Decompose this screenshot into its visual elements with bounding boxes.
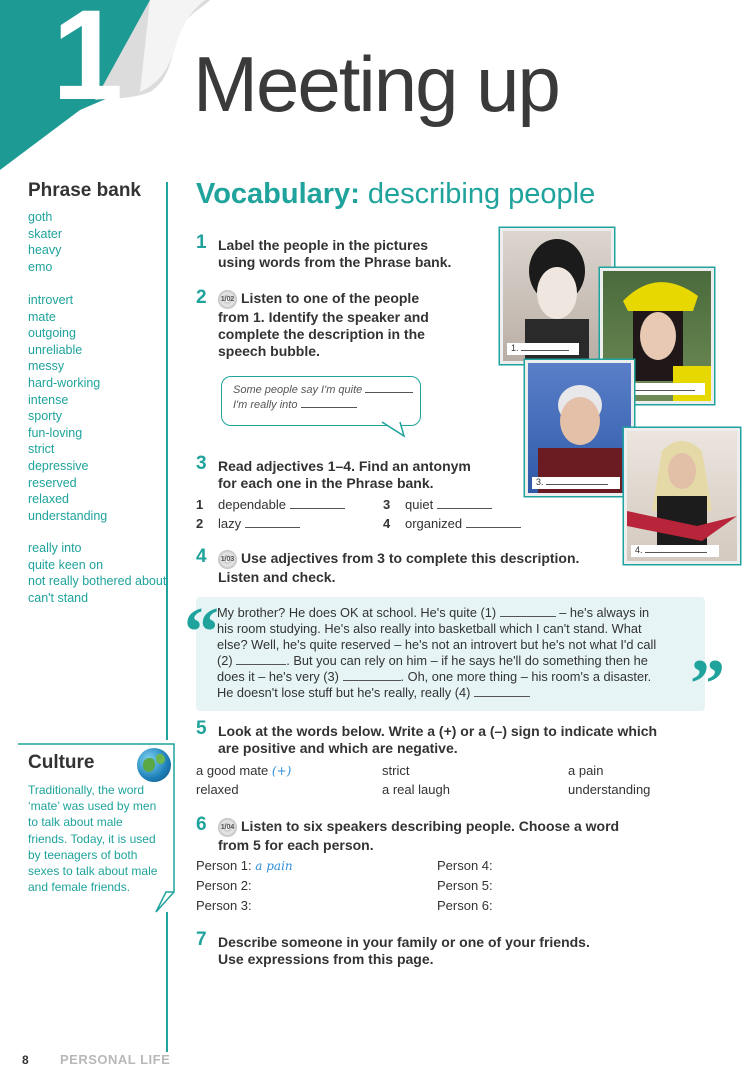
answer-blank[interactable] [500, 616, 556, 617]
exercise-1-instructions: Label the people in the pictures using words from the Phrase bank. [218, 237, 452, 270]
phrase-bank-item: understanding [28, 508, 108, 523]
section-heading: Vocabulary: describing people [196, 178, 596, 210]
page-title: Meeting up [193, 40, 559, 128]
page-number: 8 [22, 1053, 29, 1067]
exercise-number: 2 [196, 287, 207, 308]
person-item: Person 5: [437, 878, 493, 893]
photo-emo [624, 428, 740, 564]
answer-blank[interactable] [236, 664, 286, 665]
speech-bubble-tail [380, 420, 410, 440]
word-item: a pain [568, 763, 604, 778]
adjective-item: 3 quiet [383, 497, 492, 512]
phrase-bank-item: hard-working [28, 375, 101, 390]
phrase-bank-item: strict [28, 442, 55, 457]
audio-cd-icon[interactable]: 1/02 [218, 290, 237, 309]
phrase-bank-item: emo [28, 259, 53, 274]
photo-heavy [525, 360, 634, 496]
person-item: Person 1: a pain [196, 858, 293, 873]
audio-cd-icon[interactable]: 1/03 [218, 550, 237, 569]
answer-blank[interactable] [290, 508, 345, 509]
culture-title: Culture [28, 752, 95, 773]
close-quote-mark: ” [690, 646, 725, 723]
exercise-number: 5 [196, 718, 207, 739]
phrase-bank-item: sporty [28, 409, 63, 424]
phrase-bank-item: reserved [28, 475, 77, 490]
audio-cd-icon[interactable]: 1/04 [218, 818, 237, 837]
exercise-5-instructions: Look at the words below. Write a (+) or a (–) sign to indicate which are positive and which are negative. [218, 723, 658, 756]
word-item: relaxed [196, 782, 239, 797]
phrase-bank-item: intense [28, 392, 69, 407]
answer-blank[interactable] [343, 680, 401, 681]
exercise-2-instructions: 1/02 Listen to one of the people from 1. Identify the speaker and complete the description in the speech bubble. [218, 290, 429, 359]
phrase-bank-item: skater [28, 226, 63, 241]
phrase-bank-item: outgoing [28, 326, 76, 341]
exercise-number: 1 [196, 232, 207, 253]
exercise-6-instructions: 1/04 Listen to six speakers describing people. Choose a word from 5 for each person. [218, 818, 620, 853]
adjective-item: 4 organized [383, 516, 521, 531]
exercise-4-instructions: 1/03 Use adjectives from 3 to complete this description. Listen and check. [218, 550, 580, 585]
adjective-item: 2 lazy [196, 516, 300, 531]
answer-blank[interactable] [437, 508, 492, 509]
exercise-number: 6 [196, 814, 207, 835]
phrase-bank-title: Phrase bank [28, 180, 141, 201]
photo-label: 3. [532, 477, 620, 489]
exercise-3-instructions: Read adjectives 1–4. Find an antonym for each one in the Phrase bank. [218, 458, 471, 491]
phrase-bank-item: fun-loving [28, 425, 83, 440]
phrase-bank-item: can't stand [28, 590, 89, 605]
exercise-number: 4 [196, 546, 207, 567]
exercise-number: 7 [196, 929, 207, 950]
exercise-7-instructions: Describe someone in your family or one of your friends. Use expressions from this page. [218, 934, 590, 967]
phrase-bank-group [28, 209, 62, 275]
phrase-bank-item: relaxed [28, 492, 69, 507]
handwritten-answer: a pain [255, 859, 293, 873]
photo-goth [500, 228, 614, 364]
unit-number: 1 [52, 0, 124, 127]
phrase-bank-group [28, 540, 166, 606]
phrase-bank-item: really into [28, 541, 82, 555]
phrase-bank-item: quite keen on [28, 557, 104, 572]
phrase-bank-item: not really bothered about [28, 574, 167, 589]
answer-blank[interactable] [365, 392, 413, 393]
answer-blank[interactable] [474, 696, 530, 697]
phrase-bank-item: depressive [28, 458, 89, 473]
globe-icon [137, 748, 171, 782]
open-quote-mark: “ [184, 594, 219, 671]
answer-blank[interactable] [301, 407, 357, 408]
word-item: a good mate (+) [196, 763, 292, 778]
photo-label: 1. [507, 343, 579, 355]
speech-bubble-text: Some people say I'm quite I'm really into [233, 383, 413, 413]
phrase-bank-item: goth [28, 210, 53, 224]
person-item: Person 4: [437, 858, 493, 873]
person-item: Person 6: [437, 898, 493, 913]
word-item: a real laugh [382, 782, 450, 797]
word-item: strict [382, 763, 410, 778]
description-text: My brother? He does OK at school. He's quite (1) – he's always in his room studying. He's also really into basketball which I can't stand. What else? Well, he's quite reserved – he's not an introvert but he's not what I'd call (2) . But you can rely on him – if he says he'll do something then he does it – he's very (3) . Oh, one more thing – his room's a disaster. He doesn't lose stuff but he's really, really (4) [217, 605, 657, 700]
answer-blank[interactable] [466, 527, 521, 528]
adjective-item: 1 dependable [196, 497, 345, 512]
photo-label: 4. [631, 545, 719, 557]
phrase-bank-item: messy [28, 359, 65, 374]
culture-text: Traditionally, the word ‘mate’ was used by men to talk about male friends. Today, it is used by teenagers of both sexes to talk about male and female friends. [28, 783, 158, 895]
answer-blank[interactable] [245, 527, 300, 528]
phrase-bank-group [28, 292, 107, 524]
phrase-bank-item: heavy [28, 243, 62, 258]
phrase-bank-item: unreliable [28, 342, 83, 357]
phrase-bank-item: mate [28, 309, 56, 324]
section-name: PERSONAL LIFE [60, 1052, 171, 1067]
divider-line [166, 182, 168, 740]
person-item: Person 3: [196, 898, 252, 913]
phrase-bank-item: introvert [28, 293, 74, 307]
handwritten-answer: (+) [271, 764, 292, 778]
word-item: understanding [568, 782, 651, 797]
person-item: Person 2: [196, 878, 252, 893]
exercise-number: 3 [196, 453, 207, 474]
divider-line [166, 912, 168, 1052]
